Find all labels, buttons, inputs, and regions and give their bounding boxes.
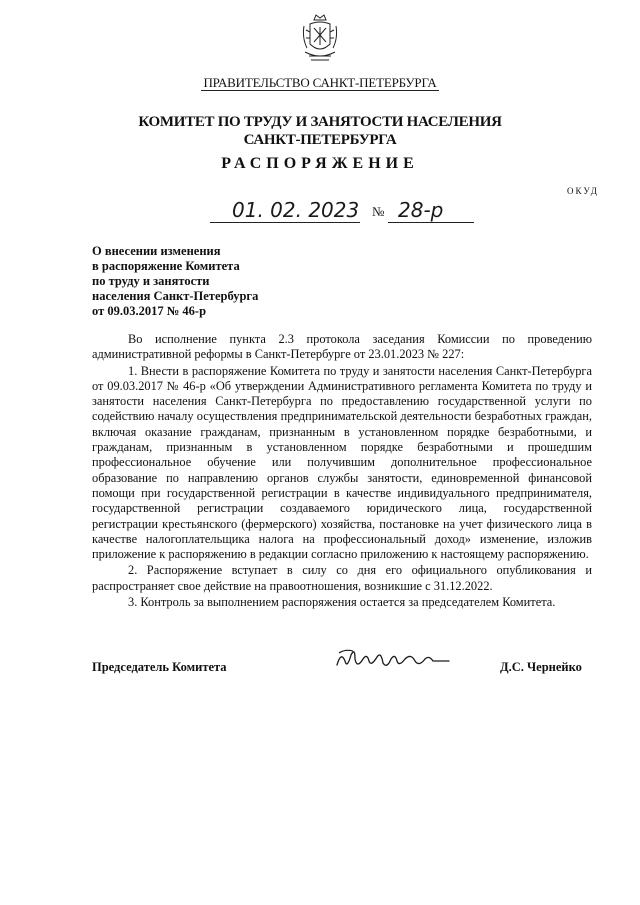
government-name: ПРАВИТЕЛЬСТВО САНКТ-ПЕТЕРБУРГА (203, 75, 437, 90)
signatory-name: Д.С. Чернейко (500, 660, 582, 674)
document-body (92, 332, 592, 610)
date-field (210, 200, 360, 223)
government-header (0, 75, 640, 91)
handwritten-signature (333, 645, 453, 675)
committee-line-1: КОМИТЕТ ПО ТРУДУ И ЗАНЯТОСТИ НАСЕЛЕНИЯ (138, 114, 502, 130)
okud-label: ОКУД (567, 186, 599, 196)
signatory-title: Председатель Комитета (92, 660, 227, 674)
body-item-3: 3. Контроль за выполнением распоряжения остается за председателем Комитета. (128, 595, 556, 610)
handwritten-date: 01. 02. 2023 (232, 198, 360, 222)
coat-of-arms-icon (301, 14, 339, 68)
body-item-2: 2. Распоряжение вступает в силу со дня его официального опубликования и распространяет свое действие на правоотношения, возникшие с 31.12.2022. (92, 563, 592, 593)
number-label: № (372, 204, 385, 219)
committee-line-2: САНКТ-ПЕТЕРБУРГА (243, 132, 397, 148)
number-field (388, 200, 474, 223)
document-type: РАСПОРЯЖЕНИЕ (221, 155, 419, 172)
body-intro: Во исполнение пункта 2.3 протокола заседания Комиссии по проведению административной реформы в Санкт-Петербурге от 23.01.2023 № 227: (92, 332, 592, 362)
body-item-1: 1. Внести в распоряжение Комитета по труду и занятости населения Санкт-Петербурга от 09.03.2017 № 46-р «Об утверждении Административного регламента Комитета по труду и занятости населения Санкт-Петербурга по предоставлению государственной услуги по содействию началу осуществления предпринимательской деятельности безработных граждан, включая оказание гражданам, признанным в установленном порядке безработными, и гражданам, признанным в установленном порядке безработными и прошедшим профессиональное обучение или получившим дополнительное профессиональное образование по направлению органов службы занятости, единовременной финансовой помощи при государственной регистрации в качестве индивидуального предпринимателя, государственной регистрации создаваемого юридического лица, государственной регистрации крестьянского (фермерского) хозяйства, постановке на учет физического лица в качестве налогоплательщика налога на профессиональный доход» изменение, изложив приложение к распоряжению в редакции согласно приложению к настоящему распоряжению. (92, 363, 592, 562)
committee-name (0, 113, 640, 149)
document-subject: О внесении изменения в распоряжение Комитета по труду и занятости населения Санкт-Петербурга от 09.03.2017 № 46-р (92, 244, 259, 318)
handwritten-number: 28-р (398, 198, 444, 222)
